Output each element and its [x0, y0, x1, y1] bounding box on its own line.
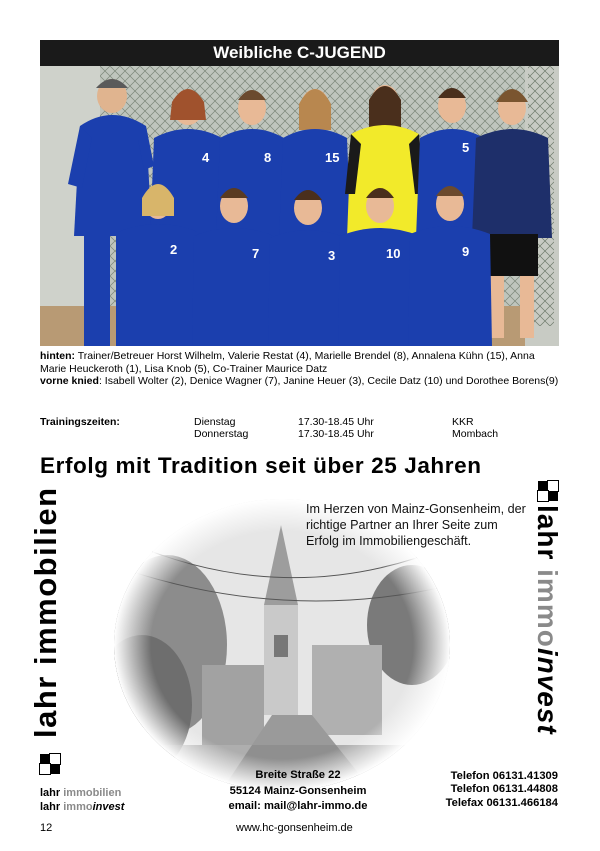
phone-block	[400, 770, 558, 810]
jersey-number: 4	[202, 150, 210, 165]
brand-line-immoinvest: lahr immoinvest	[40, 801, 125, 813]
training-place: KKR	[452, 416, 474, 428]
jersey-number: 5	[462, 140, 470, 155]
photo-caption	[40, 350, 560, 388]
jersey-number: 7	[252, 246, 260, 261]
logo-square-icon	[40, 754, 60, 774]
jersey-number: 2	[170, 242, 178, 257]
website-link[interactable]: www.hc-gonsenheim.de	[236, 822, 353, 834]
address-email[interactable]: email: mail@lahr-immo.de	[228, 800, 368, 812]
training-place: Mombach	[452, 428, 499, 440]
phone-line: Telefon 06131.41309	[450, 770, 558, 782]
team-title: Weibliche C-JUGEND	[40, 40, 559, 66]
address-block	[210, 768, 386, 815]
brand-lines	[40, 786, 124, 814]
ad-headline: Erfolg mit Tradition seit über 25 Jahren	[40, 453, 482, 478]
training-day: Donnerstag	[194, 428, 249, 440]
team-photo	[40, 66, 559, 346]
caption-back-label: hinten:	[40, 350, 75, 362]
training-day: Dienstag	[194, 416, 236, 428]
training-label: Trainingszeiten:	[40, 416, 120, 428]
page-number: 12	[40, 822, 53, 834]
caption-back-text: Trainer/Betreuer Horst Wilhelm, Valerie Restat (4), Marielle Brendel (8), Annalena Kühn (15), Anna Marie Heuckeroth (1), Lisa Knob (5), Co-Trainer Maurice Datz	[40, 350, 535, 375]
jersey-number: 9	[462, 244, 470, 259]
training-time: 17.30-18.45 Uhr	[298, 416, 374, 428]
jersey-number: 3	[328, 248, 336, 263]
jersey-number: 15	[325, 150, 340, 165]
jersey-number: 10	[386, 246, 401, 261]
caption-front-label: vorne knied	[40, 375, 99, 387]
address-city: 55124 Mainz-Gonsenheim	[229, 784, 367, 797]
fax-line: Telefax 06131.466184	[445, 796, 558, 809]
logo-square-icon	[538, 481, 558, 501]
address-street: Breite Straße 22	[255, 769, 341, 781]
vertical-brand-immobilien: lahr immobilien	[28, 486, 63, 738]
training-time: 17.30-18.45 Uhr	[298, 428, 374, 440]
brand-line-immobilien: lahr immobilien	[40, 787, 122, 799]
vertical-brand-immoinvest: lahr immoinvest	[532, 505, 563, 735]
phone-line: Telefon 06131.44808	[450, 783, 558, 796]
caption-front-text: : Isabell Wolter (2), Denice Wagner (7), Janine Heuer (3), Cecile Datz (10) und Dorothee Borens(9)	[98, 375, 559, 387]
jersey-number: 8	[264, 150, 272, 165]
ad-intro-text: Im Herzen von Mainz-Gonsenheim, der richtige Partner an Ihrer Seite zum Erfolg im Immobiliengeschäft.	[306, 502, 526, 548]
